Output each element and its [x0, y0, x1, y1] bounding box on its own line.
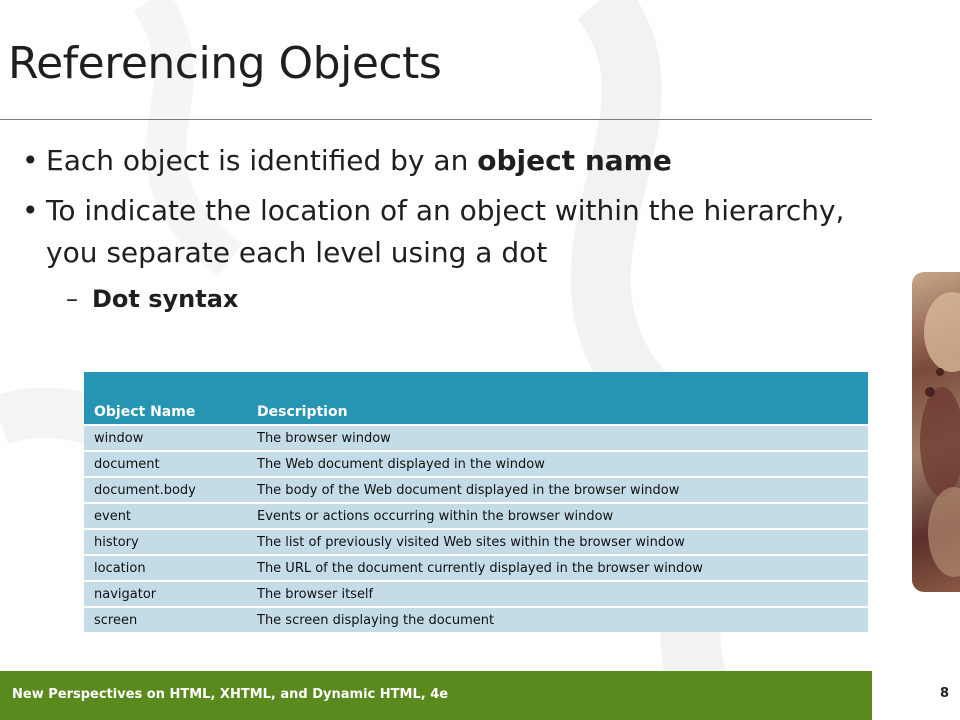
table-row [84, 607, 868, 632]
bullet-item [22, 190, 882, 274]
footer-text: New Perspectives on HTML, XHTML, and Dynamic HTML, 4e [12, 687, 449, 702]
description-cell: The browser window [247, 425, 868, 451]
footer-bar [0, 671, 872, 720]
object-table [84, 372, 868, 632]
bullet-dot: • [22, 194, 39, 227]
table-row [84, 451, 868, 477]
object-name-cell: history [84, 529, 247, 555]
title-divider [0, 119, 872, 120]
table-row [84, 477, 868, 503]
table-row [84, 529, 868, 555]
description-cell: The browser itself [247, 581, 868, 607]
bullet-text: Each object is identified by an [46, 144, 478, 177]
column-header-object-name: Object Name [84, 372, 247, 425]
object-name-cell: screen [84, 607, 247, 632]
slide-body [22, 140, 882, 316]
description-cell: The URL of the document currently displayed in the browser window [247, 555, 868, 581]
table-header-row [84, 372, 868, 425]
object-name-cell: event [84, 503, 247, 529]
description-cell: Events or actions occurring within the browser window [247, 503, 868, 529]
description-cell: The list of previously visited Web sites within the browser window [247, 529, 868, 555]
page-number: 8 [940, 686, 950, 701]
bullet-dot: • [22, 144, 39, 177]
object-name-cell: document [84, 451, 247, 477]
sub-bullet-item [22, 282, 882, 316]
object-name-cell: location [84, 555, 247, 581]
object-name-cell: document.body [84, 477, 247, 503]
table-row [84, 425, 868, 451]
orchid-image [912, 272, 960, 592]
table-row [84, 555, 868, 581]
object-name-cell: navigator [84, 581, 247, 607]
column-header-description: Description [247, 372, 868, 425]
orchid-image-graphic [912, 272, 960, 592]
sub-bullet-text: Dot syntax [92, 285, 239, 313]
table-row [84, 581, 868, 607]
description-cell: The screen displaying the document [247, 607, 868, 632]
object-name-cell: window [84, 425, 247, 451]
slide-title: Referencing Objects [8, 38, 442, 89]
table-row [84, 503, 868, 529]
bullet-bold-term: object name [477, 144, 672, 177]
bullet-item [22, 140, 882, 182]
bullet-text: To indicate the location of an object within the hierarchy, you separate each level using a dot [46, 194, 845, 269]
description-cell: The body of the Web document displayed in the browser window [247, 477, 868, 503]
description-cell: The Web document displayed in the window [247, 451, 868, 477]
sub-bullet-dash: – [66, 285, 78, 313]
